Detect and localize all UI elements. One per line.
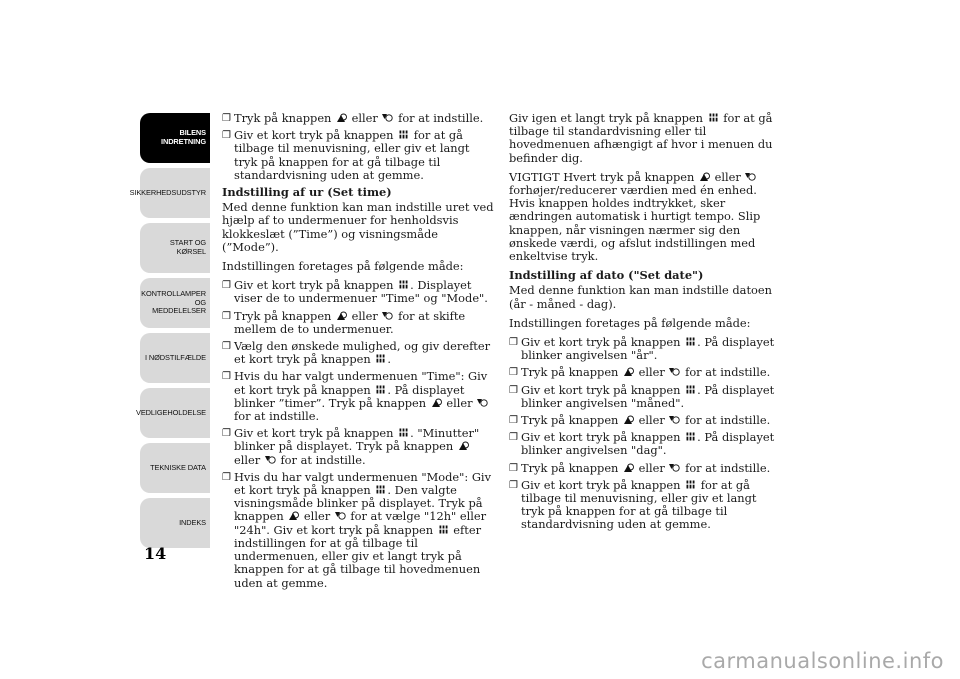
tab-label: SIKKERHEDSUDSTYR: [129, 187, 206, 197]
list-item: ❐ Tryk på knappen eller for at skifte mellem de to undermenuer.: [222, 310, 494, 336]
list-item: ❐ Tryk på knappen eller for at indstille.: [509, 414, 783, 427]
menu-button-icon: [398, 427, 409, 438]
paragraph: Giv igen et langt tryk på knappen for at gå tilbage til standardvisning eller til hovedmenuen afhængigt af hvor i menuen du befinder dig.: [509, 111, 773, 165]
up-arrow-icon: [431, 397, 442, 408]
menu-button-icon: [375, 484, 386, 495]
list-item: ❐ Giv et kort tryk på knappen for at gå tilbage til menuvisning, eller giv et langt tryk på knappen for at gå tilbage til standardvisning uden at gemme.: [509, 479, 783, 532]
tab-start-og-korsel[interactable]: [140, 223, 210, 273]
menu-button-icon: [708, 112, 719, 123]
menu-button-icon: [375, 353, 386, 364]
right-column: [509, 112, 783, 536]
down-arrow-icon: [669, 366, 680, 377]
down-arrow-icon: [265, 454, 276, 465]
down-arrow-icon: [669, 414, 680, 425]
menu-button-icon: [438, 524, 449, 535]
tab-label-line1: KONTROLLAMPER: [141, 288, 206, 298]
menu-button-icon: [398, 279, 409, 290]
menu-button-icon: [375, 384, 386, 395]
list-item: ❐ Tryk på knappen eller for at indstille.: [509, 366, 783, 379]
tab-i-nodstilfaelde[interactable]: [140, 333, 210, 383]
menu-button-icon: [685, 479, 696, 490]
list-item: ❐ Giv et kort tryk på knappen . På displayet blinker angivelsen "måned".: [509, 384, 783, 410]
list-item: ❐ Giv et kort tryk på knappen . Displayet viser de to undermenuer "Time" og "Mode".: [222, 279, 494, 305]
tab-kontrollamper[interactable]: [140, 278, 210, 328]
tab-label: INDEKS: [179, 517, 206, 527]
menu-button-icon: [398, 129, 409, 140]
menu-button-icon: [685, 384, 696, 395]
up-arrow-icon: [288, 510, 299, 521]
up-arrow-icon: [623, 366, 634, 377]
tab-label-line2: OG MEDDELELSER: [152, 297, 206, 316]
left-column: [222, 112, 494, 594]
list-item: ❐ Tryk på knappen eller for at indstille.: [509, 462, 783, 475]
menu-button-icon: [685, 431, 696, 442]
tab-label-line2: INDRETNING: [161, 137, 206, 146]
up-arrow-icon: [623, 462, 634, 473]
section-heading: Indstilling af dato ("Set date"): [509, 268, 704, 283]
tab-vedligeholdelse[interactable]: [136, 388, 210, 438]
paragraph: Indstillingen foretages på følgende måde:: [222, 259, 464, 274]
down-arrow-icon: [745, 171, 756, 182]
list-item: ❐ Hvis du har valgt undermenuen "Mode": Giv et kort tryk på knappen . Den valgte visningsmåde blinker på displayet. Tryk på knappen eller for at vælge "12h" eller "24h". Giv et kort tryk på knappen efter indstillingen for at gå tilbage til undermenuen, eller giv et langt tryk på knappen for at gå tilbage til hovedmenuen uden at gemme.: [222, 471, 494, 590]
tab-label: START OG KØRSEL: [169, 238, 206, 256]
tab-indeks[interactable]: [140, 498, 210, 548]
paragraph: VIGTIGT Hvert tryk på knappen eller forhøjer/reducerer værdien med én enhed. Hvis knappen holdes indtrykket, sker ændringen automatisk i hurtigt tempo. Slip knappen, når visningen nærmer sig den ønskede værdi, og afslut indstillingen med enkeltvise tryk.: [509, 169, 761, 264]
tab-label-line1: BILENS: [179, 128, 206, 138]
list-item: ❐ Giv et kort tryk på knappen . På displayet blinker angivelsen "dag".: [509, 431, 783, 457]
paragraph: Med denne funktion kan man indstille datoen (år - måned - dag).: [509, 283, 772, 311]
up-arrow-icon: [336, 310, 347, 321]
section-heading: Indstilling af ur (Set time): [222, 185, 392, 200]
list-item: ❐ Tryk på knappen eller for at indstille.: [222, 112, 494, 125]
down-arrow-icon: [382, 310, 393, 321]
up-arrow-icon: [623, 414, 634, 425]
tab-label: I NØDSTILFÆLDE: [144, 352, 206, 362]
tab-sikkerhedsudstyr[interactable]: [129, 168, 210, 218]
list-item: ❐ Giv et kort tryk på knappen . "Minutter" blinker på displayet. Tryk på knappen eller for at indstille.: [222, 427, 494, 467]
tab-bilens-indretning[interactable]: [140, 113, 210, 163]
page-number: 14: [144, 544, 167, 563]
list-item: ❐ Vælg den ønskede mulighed, og giv derefter et kort tryk på knappen .: [222, 340, 494, 366]
tab-label: VEDLIGEHOLDELSE: [136, 407, 206, 417]
watermark: carmanualsonline.info: [701, 649, 944, 673]
list-item: ❐ Hvis du har valgt undermenuen "Time": Giv et kort tryk på knappen . På displayet blinker ”timer”. Tryk på knappen eller for at indstille.: [222, 370, 494, 423]
list-item: ❐ Giv et kort tryk på knappen . På displayet blinker angivelsen "år".: [509, 336, 783, 362]
up-arrow-icon: [699, 171, 710, 182]
down-arrow-icon: [477, 397, 488, 408]
paragraph: Med denne funktion kan man indstille uret ved hjælp af to undermenuer for henholdsvis klokkeslæt (”Time”) og visningsmåde (”Mode”).: [222, 200, 494, 254]
list-item: ❐ Giv et kort tryk på knappen for at gå tilbage til menuvisning, eller giv et langt tryk på knappen for at gå tilbage til standardvisning uden at gemme.: [222, 129, 494, 182]
tab-label: TEKNISKE DATA: [150, 462, 206, 472]
up-arrow-icon: [336, 112, 347, 123]
up-arrow-icon: [458, 440, 469, 451]
paragraph: Indstillingen foretages på følgende måde:: [509, 315, 751, 330]
down-arrow-icon: [669, 462, 680, 473]
tab-tekniske-data[interactable]: [140, 443, 210, 493]
menu-button-icon: [685, 336, 696, 347]
down-arrow-icon: [335, 510, 346, 521]
down-arrow-icon: [382, 112, 393, 123]
